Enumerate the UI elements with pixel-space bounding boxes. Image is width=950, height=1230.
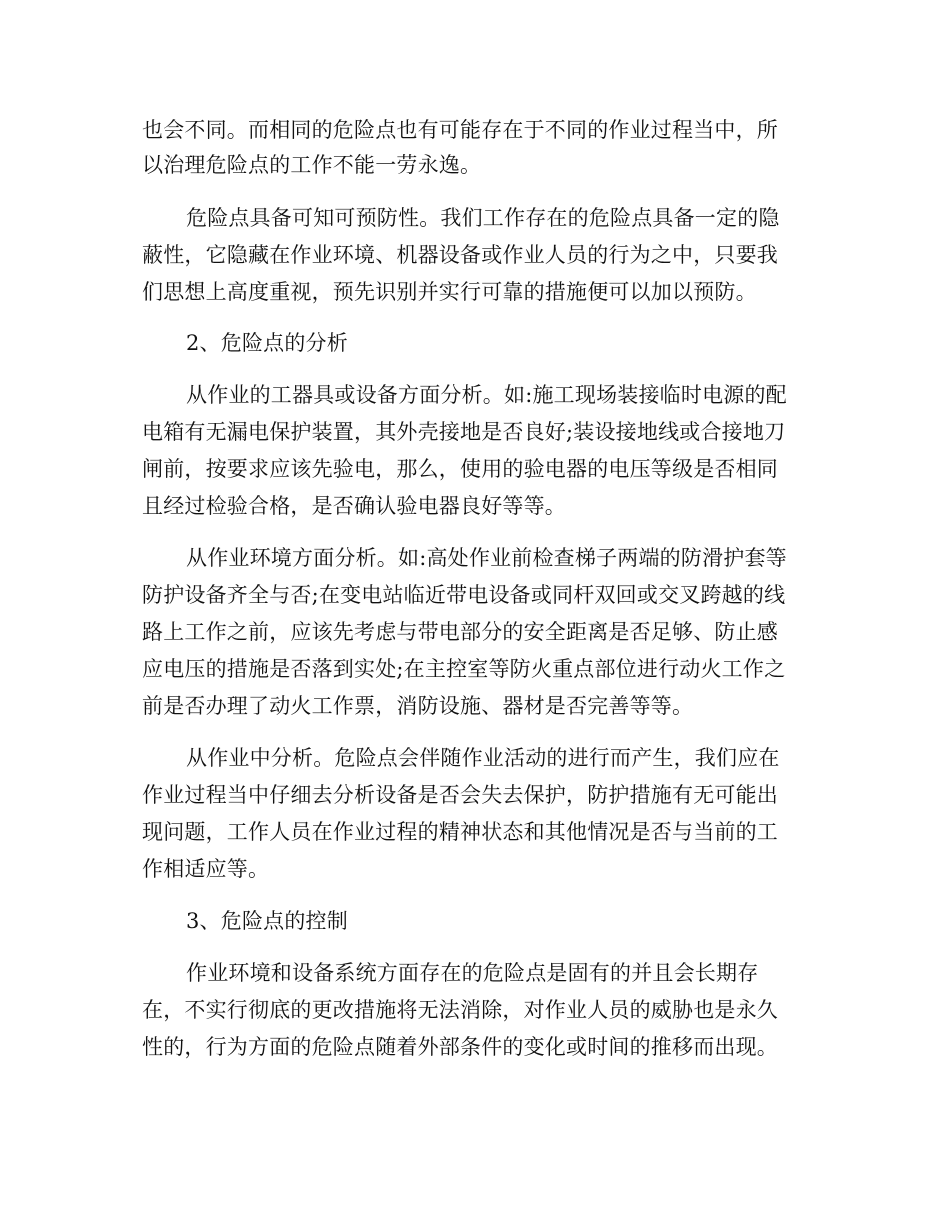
paragraph-line: 电箱有无漏电保护装置，其外壳接地是否良好;装设接地线或合接地刀 — [142, 420, 786, 444]
paragraph-line: 蔽性，它隐藏在作业环境、机器设备或作业人员的行为之中，只要我 — [142, 243, 778, 267]
paragraph-line: 从作业环境方面分析。如:高处作业前检查梯子两端的防滑护套等 — [186, 546, 787, 570]
section-heading: 2、危险点的分析 — [186, 331, 348, 355]
paragraph-line: 作相适应等。 — [142, 857, 270, 881]
paragraph-line: 危险点具备可知可预防性。我们工作存在的危险点具备一定的隐 — [186, 206, 780, 230]
paragraph-line: 路上工作之前，应该先考虑与带电部分的安全距离是否足够、防止感 — [142, 620, 778, 644]
paragraph-line: 也会不同。而相同的危险点也有可能存在于不同的作业过程当中，所 — [142, 118, 778, 142]
paragraph-line: 从作业中分析。危险点会伴随作业活动的进行而产生，我们应在 — [186, 746, 780, 770]
paragraph-line: 在，不实行彻底的更改措施将无法消除，对作业人员的威胁也是永久 — [142, 998, 778, 1022]
paragraph-line: 现问题，工作人员在作业过程的精神状态和其他情况是否与当前的工 — [142, 820, 778, 844]
paragraph-line: 应电压的措施是否落到实处;在主控室等防火重点部位进行动火工作之 — [142, 657, 786, 681]
paragraph-line: 作业环境和设备系统方面存在的危险点是固有的并且会长期存 — [186, 961, 759, 985]
paragraph-line: 以治理危险点的工作不能一劳永逸。 — [142, 153, 482, 177]
paragraph-line: 且经过检验合格，是否确认验电器良好等等。 — [142, 494, 566, 518]
paragraph-line: 前是否办理了动火工作票，消防设施、器材是否完善等等。 — [142, 694, 694, 718]
paragraph-line: 作业过程当中仔细去分析设备是否会失去保护，防护措施有无可能出 — [142, 783, 778, 807]
paragraph-line: 从作业的工器具或设备方面分析。如:施工现场装接临时电源的配 — [186, 383, 787, 407]
paragraph-line: 闸前，按要求应该先验电，那么，使用的验电器的电压等级是否相同 — [142, 457, 778, 481]
paragraph-line: 们思想上高度重视，预先识别并实行可靠的措施便可以加以预防。 — [142, 280, 757, 304]
paragraph-line: 防护设备齐全与否;在变电站临近带电设备或同杆双回或交叉跨越的线 — [142, 583, 786, 607]
paragraph-line: 性的，行为方面的危险点随着外部条件的变化或时间的推移而出现。 — [142, 1035, 778, 1059]
section-heading: 3、危险点的控制 — [186, 909, 348, 933]
